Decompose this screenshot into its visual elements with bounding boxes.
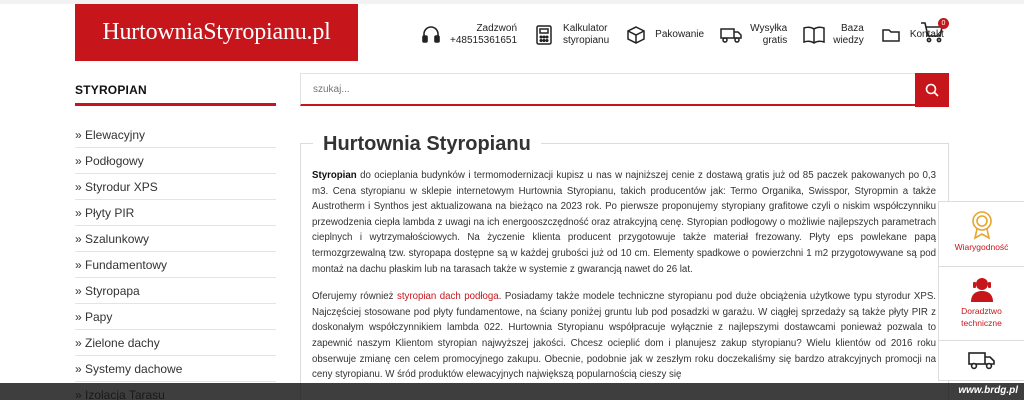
book-icon (801, 23, 827, 47)
sidebar-item-systemy-dachowe[interactable]: » Systemy dachowe (75, 356, 276, 382)
search-icon (925, 83, 939, 97)
truck-icon (718, 23, 744, 47)
shipping-label: Wysyłka gratis (750, 23, 788, 46)
sidebar-item-styrodur-xps[interactable]: » Styrodur XPS (75, 174, 276, 200)
shipping-link[interactable] (718, 23, 787, 47)
calculator-label: Kalkulator styropianu (563, 23, 610, 46)
page-title: Hurtownia Styropianu (313, 133, 541, 156)
delivery-truck-icon (939, 349, 1024, 371)
calculator-link[interactable] (531, 23, 609, 47)
watermark-bar (0, 383, 1024, 400)
phone-label: Zadzwoń +48515361651 (450, 23, 518, 46)
sidebar-divider (75, 103, 276, 106)
delivery-widget[interactable] (938, 341, 1024, 381)
credibility-widget[interactable]: Wiarygodność (938, 201, 1024, 267)
sidebar-item-zielone-dachy[interactable]: » Zielone dachy (75, 330, 276, 356)
content-paragraph-1: Styropian do ocieplania budynków i termomodernizacji kupisz u nas w najniższej cenie z dostawą gratis już od 85 paczek pakowanych po 0,3 m3. Cena styropianu w sklepie internetowym Hurtownia Styropianu, takich producentów jak: Termo Organika, Swisspor, Styropmin a także Austrotherm i Synthos jest aktualizowana na bieżąco na 2023 rok. Po pierwsze proponujemy styropiany grafitowe czyli o niskim współczynniku przewodzenia ciepła lambda z uwagi na ich energooszczędność oraz atrakcyjną cenę. Styropian podłogowy o możliwie najlepszych parametrach cieplnych i wytrzymałościowych. Na życzenie klienta producent przygotowuje także materiał frezowany. Płyty eps powlekane papą termozgrzewalną tzw. styropapa dostępne są w każdej grubości już od 10 cm. Elementy spadkowe o powierzchni 1 m2 przygotowywane są pod montaż na dachu płaskim lub na tarasach także w systemie z gwarancją nawet do 26 lat. (312, 170, 936, 275)
sidebar-item-plyty-pir[interactable]: » Płyty PIR (75, 200, 276, 226)
search-input[interactable] (301, 74, 916, 105)
folder-icon (878, 23, 904, 47)
calculator-icon (531, 23, 557, 47)
sidebar-item-szalunkowy[interactable]: » Szalunkowy (75, 226, 276, 252)
search-bar (300, 73, 949, 106)
advisor-icon (939, 275, 1024, 303)
content-body (312, 168, 936, 395)
phone-link[interactable] (418, 23, 517, 47)
sidebar-title: STYROPIAN (75, 83, 147, 97)
technical-advice-widget[interactable]: Doradztwo techniczne (938, 267, 1024, 341)
sidebar-item-styropapa[interactable]: » Styropapa (75, 278, 276, 304)
sidebar-item-papy[interactable]: » Papy (75, 304, 276, 330)
knowledge-base-label: Baza wiedzy (833, 23, 864, 46)
logo-text: HurtowniaStyropianu.pl (102, 19, 331, 45)
sidebar-category-list (75, 122, 276, 400)
styropian-dach-podloga-link[interactable]: styropian dach podłoga (396, 291, 499, 303)
cart-count-badge: 0 (938, 18, 949, 29)
cart-button[interactable] (920, 20, 946, 46)
packing-link[interactable] (623, 23, 704, 47)
watermark: www.brdg.pl (958, 385, 1018, 396)
box-icon (623, 23, 649, 47)
header-nav (418, 18, 958, 52)
search-button[interactable] (915, 73, 949, 107)
sidebar-item-fundamentowy[interactable]: » Fundamentowy (75, 252, 276, 278)
sidebar-item-podlogowy[interactable]: » Podłogowy (75, 148, 276, 174)
medal-icon (939, 210, 1024, 240)
knowledge-base-link[interactable] (801, 23, 864, 47)
side-widgets (938, 201, 1024, 381)
site-logo[interactable] (75, 4, 358, 61)
headset-icon (418, 23, 444, 47)
packing-label: Pakowanie (655, 29, 705, 40)
sidebar-item-elewacyjny[interactable]: » Elewacyjny (75, 122, 276, 148)
content-paragraph-2: Oferujemy również styropian dach podłoga. Posiadamy także modele techniczne styropianu pod duże obciążenia użytkowe typu styrodur XPS. Najczęściej stosowane pod płyty fundamentowe, na ściany poniżej gruntu lub pod posadzki w garażu. W ciągłej sprzedaży są także płyty PIR z doskonałym współczynnikiem lambda 022. Hurtownia Styropianu współpracuje wyłącznie z najlepszymi dostawcami ponieważ pozwala to zapewnić naszym Klientom styropian najwyższej jakości. Chcesz ocieplić dom i planujesz zakup styropianu? Wielu klientów od 2016 roku obserwuje zmianę cen celem promocyjnego zakupu. Obecnie, podobnie jak w zeszłym roku doczekaliśmy się bardzo atrakcyjnych promocji na ceny styropianu. W śród produktów elewacyjnych największą popularnością cieszy się (312, 291, 936, 381)
contact-label: Kontakt (909, 29, 944, 40)
